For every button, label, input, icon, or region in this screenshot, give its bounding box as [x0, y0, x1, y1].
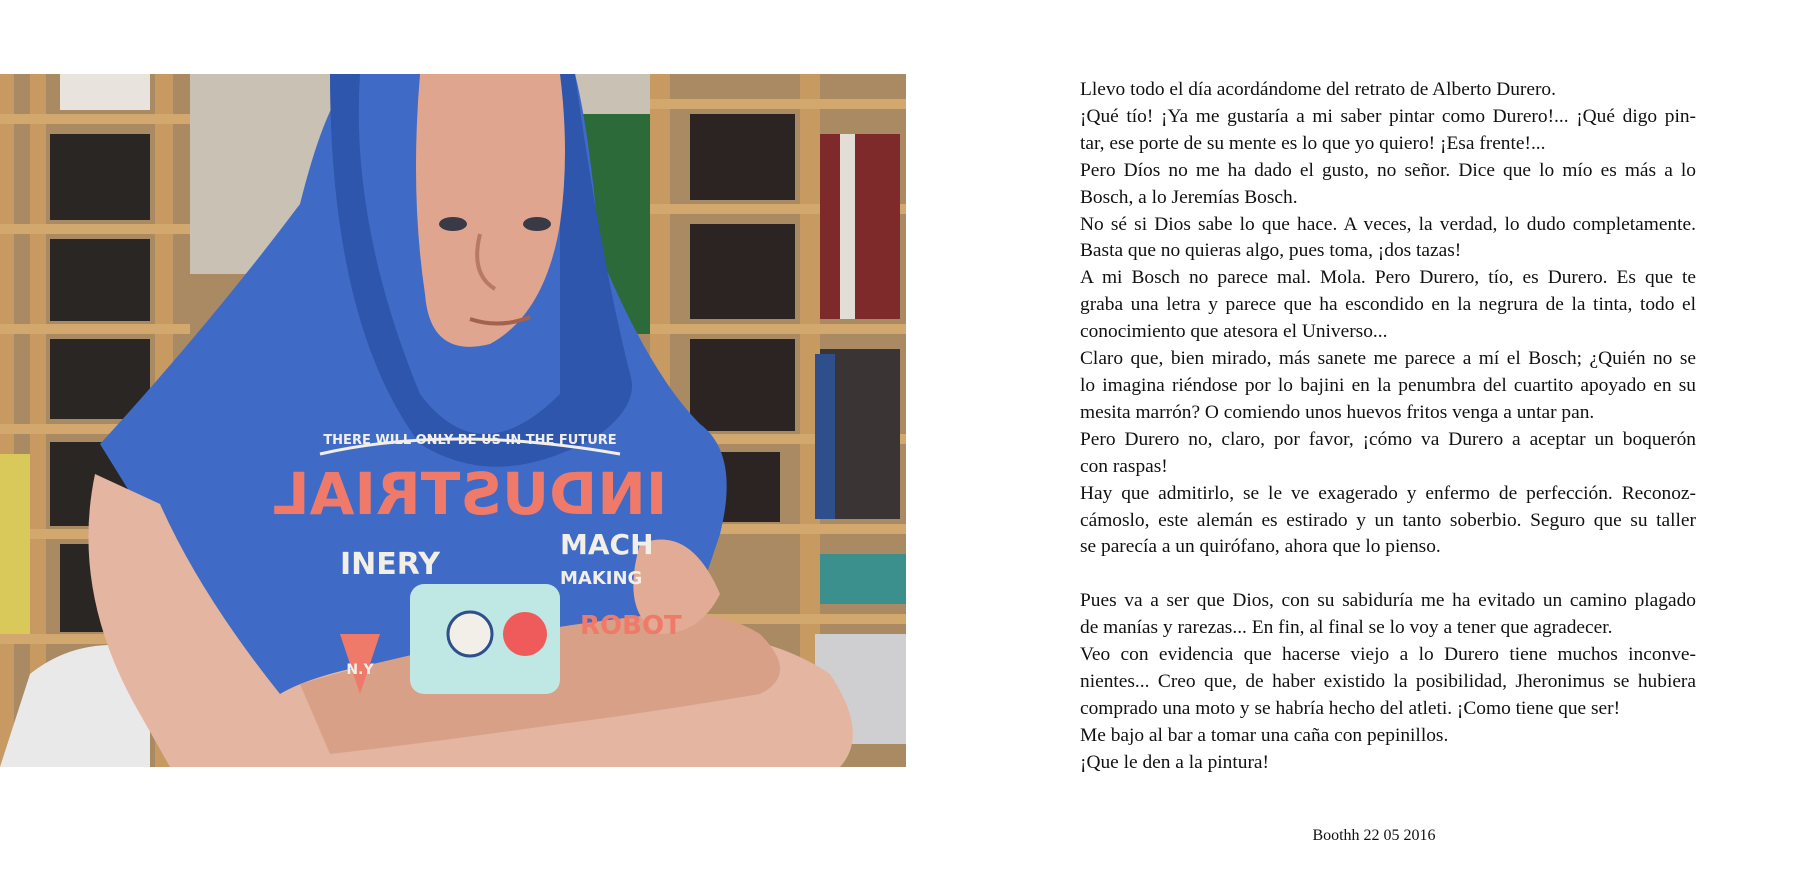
text-line: tar, ese porte de su mente es lo que yo quiero! ¡Esa frente!...: [1080, 132, 1546, 154]
shirt-robot-eye-right: [503, 612, 547, 656]
text-line: mesita marrón? O comiendo unos huevos fritos venga a untar pan.: [1080, 401, 1595, 423]
text-line: Me bajo al bar a tomar una caña con pepinillos.: [1080, 724, 1449, 746]
shirt-robot-eye-left: [448, 612, 492, 656]
text-line: lo imagina riéndose por lo bajini en la penumbra del cuartito apoyado en su: [1080, 374, 1696, 396]
text-line: comprado una moto y se habría hecho del atleti. ¡Como tiene que ser!: [1080, 697, 1621, 719]
text-line: Veo con evidencia que hacerse viejo a lo Durero tiene muchos inconve-: [1080, 644, 1696, 666]
portrait-photo: [0, 74, 906, 767]
shirt-word-main: INDUSTRIAL: [272, 460, 668, 528]
text-line: Bosch, a lo Jeremías Bosch.: [1080, 186, 1298, 208]
text-line: Basta que no quieras algo, pues toma, ¡dos tazas!: [1080, 240, 1462, 262]
paragraph-break: [1080, 561, 1696, 588]
text-line: Pero Durero no, claro, por favor, ¡cómo va Durero a aceptar un boquerón: [1080, 428, 1696, 450]
text-line: ¡Que le den a la pintura!: [1080, 751, 1269, 773]
signature-date: Boothh 22 05 2016: [1312, 827, 1436, 844]
essay-text: [1080, 77, 1696, 777]
text-line: Llevo todo el día acordándome del retrato de Alberto Durero.: [1080, 79, 1556, 100]
shirt-word-making: MAKING: [560, 568, 643, 589]
shirt-word-ny: N.Y: [346, 662, 374, 678]
text-line: Pero Díos no me ha dado el gusto, no señor. Dice que lo mío es más a lo: [1080, 159, 1696, 181]
text-line: cámoslo, este alemán es estirado y un tanto soberbio. Seguro que su taller: [1080, 509, 1696, 531]
text-line: Pues va a ser que Dios, con su sabiduría me ha evitado un camino plagado: [1080, 590, 1696, 612]
text-line: graba una letra y parece que ha escondido en la negrura de la tinta, todo el: [1080, 294, 1696, 316]
shirt-word-robot: ROBOT: [580, 611, 682, 641]
text-line: se parecía a un quirófano, ahora que lo pienso.: [1080, 536, 1441, 558]
text-line: conocimiento que atesora el Universo...: [1080, 321, 1388, 343]
text-line: Claro que, bien mirado, más sanete me parece a mí el Bosch; ¿Quién no se: [1080, 348, 1696, 370]
text-line: No sé si Dios sabe lo que hace. A veces, la verdad, lo dudo completamente.: [1080, 213, 1696, 235]
text-line: A mi Bosch no parece mal. Mola. Pero Durero, tío, es Durero. Es que te: [1080, 267, 1696, 289]
text-line: ¡Qué tío! ¡Ya me gustaría a mi saber pintar como Durero!... ¡Qué digo pin-: [1080, 105, 1696, 127]
shirt-word-mach: MACH: [560, 528, 654, 561]
text-line: nientes... Creo que, de haber existido la posibilidad, Jheronimus se hubiera: [1080, 670, 1696, 692]
text-line: con raspas!: [1080, 455, 1168, 477]
text-line: de manías y rarezas... En fin, al final se lo voy a tener que agradecer.: [1080, 617, 1613, 639]
text-line: Hay que admitirlo, se le ve exagerado y enfermo de perfección. Reconoz-: [1080, 482, 1696, 504]
shirt-arc-text: THERE WILL ONLY BE US IN THE FUTURE: [323, 433, 617, 448]
portrait-illustration: [0, 74, 906, 767]
shirt-word-inery: INERY: [340, 547, 440, 582]
